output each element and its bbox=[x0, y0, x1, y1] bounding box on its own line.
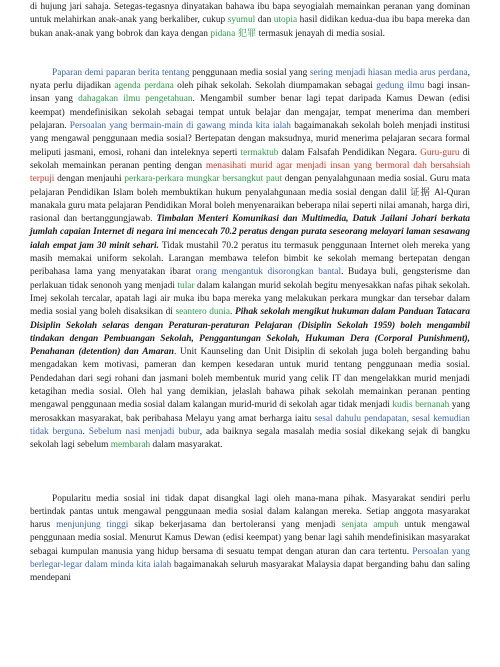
emphasis-text: Timbalan Menteri Komunikasi dan Multimedia, Datuk Jailani Johari berkata jumlah capaian Internet di negara ini mencecah 70.2 peratus dengan purata seseorang melayari laman sesawang ialah empat jam 30 minit sehari. bbox=[30, 214, 470, 251]
highlighted-phrase: utopia bbox=[273, 15, 298, 26]
text-run: dengan menjauhi bbox=[54, 174, 125, 185]
paragraph-gap bbox=[30, 41, 470, 67]
highlighted-phrase: dahagakan ilmu pengetahuan bbox=[78, 94, 193, 105]
text-run: . bbox=[82, 426, 89, 437]
text-run: yang merosakkan masyarakat, bak peribahasa Melayu yang amat berharga iaitu bbox=[30, 400, 470, 424]
highlighted-phrase: membarah bbox=[110, 440, 151, 451]
highlighted-phrase: senjata ampuh bbox=[341, 520, 399, 531]
text-run: di hujung jari sahaja. Setegas-tegasnya dinyatakan bahawa ibu bapa seyogialah memainkan peranan yang dominan untuk melahirkan anak-anak yang berkaliber, cukup bbox=[30, 2, 470, 26]
highlighted-phrase: syumul bbox=[227, 15, 256, 26]
highlighted-phrase: sering menjadi hiasan media arus perdana bbox=[309, 67, 468, 78]
highlighted-phrase: tular bbox=[177, 280, 195, 291]
text-run: di sekolah memainkan peranan penting dengan bbox=[30, 147, 470, 171]
text-run: dalam kalangan murid sekolah begitu menyesakkan nafas pihak sekolah. Imej sekolah tercalar, apatah lagi air muka ibu bapa mereka yang melakukan perkara mungkar dan tersebar dalam media sosial yang boleh disaksikan di bbox=[30, 280, 471, 318]
paragraph-gap bbox=[30, 453, 470, 493]
text-run: penggunaan media sosial yang bbox=[189, 67, 310, 78]
text-run: oleh pihak sekolah. Sekolah diumpamakan sebagai bbox=[173, 81, 377, 92]
text-run: dalam masyarakat. bbox=[150, 440, 223, 451]
highlighted-phrase: termaktub bbox=[240, 147, 279, 158]
text-run: sikap bekerjasama dan bertoleransi yang menjadi bbox=[128, 520, 342, 531]
highlighted-phrase: Persoalan yang bermain-main di gawang minda kita ialah bbox=[69, 121, 291, 132]
text-run: dan bbox=[255, 15, 274, 26]
text-run: . Mengambil sumber benar lagi tepat daripada Kamus Dewan (edisi keempat) mendefinisikan sekolah sebagai tempat untuk belajar dan mengajar, tempat menerima dan memberi pelajaran. bbox=[30, 94, 470, 132]
text-run: dengan penyalahgunaan media sosial. Guru mata pelajaran Pendidikan Islam boleh membuktikan hukum penyalahgunaan media sosial dengan dalil 证据 Al-Quran manakala guru mata pelajaran Pendidikan Moral boleh menyenaraikan beberapa nilai seperti nilai amanah, harga diri, rasional dan bertanggungjawab. bbox=[30, 174, 471, 225]
highlighted-phrase: menasihati murid agar menjadi insan yang bermoral dah bersahsiah terpuji bbox=[30, 160, 471, 185]
text-run: , nyata perlu dijadikan bbox=[30, 67, 470, 92]
highlighted-phrase: gedung ilmu bbox=[376, 81, 425, 92]
text-run: bagi insan-insan yang bbox=[30, 81, 470, 105]
text-run: . bbox=[230, 307, 235, 318]
highlighted-phrase: pidana bbox=[210, 28, 236, 39]
paragraph-school bbox=[30, 67, 470, 453]
highlighted-phrase: Paparan demi paparan berita tentang bbox=[52, 67, 190, 78]
highlighted-phrase: Persoalan yang berlegar-legar dalam minda kita ialah bbox=[30, 546, 470, 570]
highlighted-phrase: Sebelum nasi menjadi bubur bbox=[88, 426, 200, 437]
highlighted-phrase: kudis bernanah bbox=[392, 400, 450, 411]
text-run: termasuk jenayah di media sosial. bbox=[256, 28, 385, 39]
text-run: . Unit Kaunseling dan Unit Disiplin di sekolah juga boleh berganding bahu mengadakan kem motivasi, pameran dan kempen kesedaran untuk murid tentang penggunaan media sosial. Pendedahan dari segi rohani dan jasmani boleh membentuk murid yang celik IT dan mengelakkan murid menjadi ketagihan media sosial. Oleh hal yang demikian, jelaslah bahawa pihak sekolah memainkan peranan penting mengawal penggunaan media sosial dalam kalangan murid-murid di sekolah agar tidak menjadi bbox=[30, 347, 470, 411]
highlighted-phrase: Guru-guru bbox=[420, 147, 460, 158]
paragraph-intro bbox=[30, 1, 470, 41]
text-run: . Budaya buli, gengsterisme dan perlakuan tidak senonoh yang menjadi bbox=[30, 267, 471, 291]
emphasis-text: Pihak sekolah mengikut hukuman dalam Panduan Tatacara Disiplin Sekolah selaras dengan Peraturan-peraturan Pelajaran (Disiplin Sekolah 1959) boleh mengambil tindakan dengan Pembuangan Sekolah, Penggantungan Sekolah, Hukuman Dera (Corporal Punishment), Penahanan (detention) dan Amaran bbox=[30, 307, 471, 358]
text-run: bagaimanakah seluruh masyarakat Malaysia dapat berganding bahu dan saling mendepani bbox=[30, 559, 470, 584]
highlighted-phrase: seantero dunia bbox=[175, 307, 231, 318]
highlighted-phrase: perkara-perkara mungkar bersangkut paut bbox=[124, 174, 283, 185]
highlighted-phrase: agenda perdana bbox=[114, 81, 174, 92]
highlighted-phrase: menjunjung tinggi bbox=[56, 520, 129, 531]
text-run: Tidak mustahil 70.2 peratus itu termasuk penggunaan Internet oleh mereka yang masih memakai uniform sekolah. Larangan membawa telefon bimbit ke sekolah memang bertepatan dengan peribahasa lama yang menyatakan ibarat bbox=[30, 240, 470, 278]
text-run: bagaimanakah sekolah boleh menjadi institusi yang mengawal penggunaan media sosial? Bertepatan dengan maksudnya, murid menerima pelajaran secara formal meliputi jasmani, emosi, rohani dan inteleknya seperti bbox=[30, 121, 470, 158]
highlighted-phrase: sesal dahulu pendapatan, sesal kemudian tidak berguna bbox=[30, 413, 470, 437]
paragraph-society bbox=[30, 493, 470, 586]
text-run: Popularitu media sosial ini tidak dapat disangkal lagi oleh mana-mana pihak. Masyarakat sendiri perlu bertindak pantas untuk mengawal penggunaan media sosial dalam kalangan mereka. Setiap anggota masyarakat harus bbox=[30, 493, 470, 531]
text-run: untuk mengawal penggunaan media sosial. Menurut Kamus Dewan (edisi keempat) yang benar lagi sahih mendefinisikan masyarakat sebagai kumpulan manusia yang hidup bersama di sesuatu tempat dengan aturan dan cara tertentu. bbox=[30, 520, 470, 557]
text-run: , ada baiknya segala masalah media sosial dikekang sejak di bangku sekolah lagi sebelum bbox=[30, 426, 470, 451]
highlighted-phrase: orang mengantuk disorongkan bantal bbox=[195, 267, 342, 278]
text-run: hasil didikan kedua-dua ibu bapa mereka dan bukan anak-anak yang bobrok dan kaya dengan bbox=[30, 15, 470, 39]
text-run: dalam Falsafah Pendidikan Negara. bbox=[278, 147, 421, 158]
highlighted-phrase: 犯罪 bbox=[237, 28, 257, 39]
